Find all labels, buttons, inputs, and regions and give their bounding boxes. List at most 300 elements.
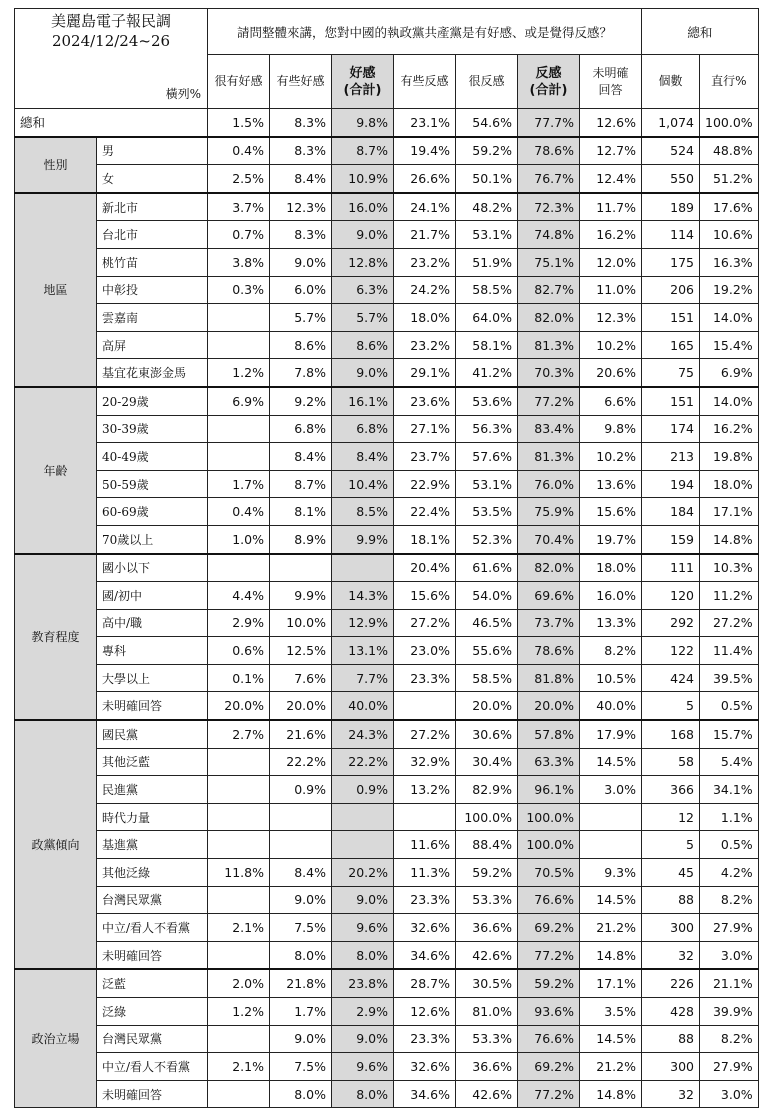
table-cell: 4.4%: [208, 582, 270, 610]
column-header: 直行%: [700, 55, 759, 109]
table-cell: 23.2%: [394, 331, 456, 359]
table-cell: 88: [642, 1025, 700, 1053]
table-row: [15, 914, 759, 942]
table-cell: 34.6%: [394, 941, 456, 969]
table-cell: 1.0%: [208, 525, 270, 553]
table-cell: 14.5%: [580, 1025, 642, 1053]
table-cell: 70.5%: [518, 859, 580, 887]
table-cell: 78.6%: [518, 137, 580, 165]
table-cell: 6.9%: [700, 359, 759, 387]
table-cell: 82.0%: [518, 304, 580, 332]
row-label: 國民黨: [97, 720, 208, 748]
table-cell: 300: [642, 914, 700, 942]
table-cell: 11.0%: [580, 276, 642, 304]
table-cell: 9.8%: [580, 415, 642, 443]
table-cell: 48.8%: [700, 137, 759, 165]
table-cell: 24.2%: [394, 276, 456, 304]
row-label: 30-39歲: [97, 415, 208, 443]
table-cell: 32.9%: [394, 748, 456, 776]
table-cell: 57.8%: [518, 720, 580, 748]
table-cell: 2.1%: [208, 1053, 270, 1081]
table-cell: 1.7%: [270, 998, 332, 1026]
row-label: 70歲以上: [97, 525, 208, 553]
table-cell: 48.2%: [456, 193, 518, 221]
table-cell: 3.0%: [700, 941, 759, 969]
table-cell: 20.0%: [208, 692, 270, 720]
table-cell: 2.0%: [208, 969, 270, 997]
table-cell: 15.6%: [580, 498, 642, 526]
table-cell: 53.5%: [456, 498, 518, 526]
table-cell: 20.0%: [518, 692, 580, 720]
table-cell: 76.0%: [518, 470, 580, 498]
table-cell: 59.2%: [456, 859, 518, 887]
table-cell: 24.1%: [394, 193, 456, 221]
table-cell: 20.0%: [270, 692, 332, 720]
table-cell: 300: [642, 1053, 700, 1081]
table-row: [15, 637, 759, 665]
table-cell: 6.3%: [332, 276, 394, 304]
table-cell: 7.8%: [270, 359, 332, 387]
table-cell: [332, 554, 394, 582]
table-cell: 2.1%: [208, 914, 270, 942]
table-cell: 5: [642, 831, 700, 859]
table-cell: 51.2%: [700, 165, 759, 193]
table-cell: 159: [642, 525, 700, 553]
table-cell: 76.7%: [518, 165, 580, 193]
table-cell: 56.3%: [456, 415, 518, 443]
row-label: 40-49歲: [97, 443, 208, 471]
table-cell: 114: [642, 221, 700, 249]
table-cell: [270, 803, 332, 831]
table-cell: 20.6%: [580, 359, 642, 387]
table-cell: 19.8%: [700, 443, 759, 471]
table-cell: 8.5%: [332, 498, 394, 526]
table-row: [15, 498, 759, 526]
table-cell: 10.3%: [700, 554, 759, 582]
table-cell: [208, 803, 270, 831]
table-cell: 23.3%: [394, 1025, 456, 1053]
table-cell: 8.4%: [332, 443, 394, 471]
table-cell: 22.9%: [394, 470, 456, 498]
total-group-header: 總和: [642, 9, 759, 55]
table-row: [15, 137, 759, 165]
table-cell: 18.1%: [394, 525, 456, 553]
table-cell: 36.6%: [456, 1053, 518, 1081]
table-cell: [394, 803, 456, 831]
table-cell: 14.3%: [332, 582, 394, 610]
table-cell: [208, 331, 270, 359]
table-cell: 2.5%: [208, 165, 270, 193]
table-cell: [208, 443, 270, 471]
table-cell: 8.7%: [332, 137, 394, 165]
column-header: 反感 (合計): [518, 55, 580, 109]
table-cell: 23.3%: [394, 886, 456, 914]
total-row-label: 總和: [15, 109, 208, 137]
table-row: [15, 304, 759, 332]
row-label: 專科: [97, 637, 208, 665]
table-cell: 34.6%: [394, 1080, 456, 1108]
table-cell: 9.0%: [270, 1025, 332, 1053]
table-row: [15, 193, 759, 221]
table-cell: [208, 415, 270, 443]
table-cell: [208, 304, 270, 332]
table-cell: [208, 831, 270, 859]
table-cell: [332, 831, 394, 859]
row-label: 桃竹苗: [97, 248, 208, 276]
table-cell: 23.2%: [394, 248, 456, 276]
table-cell: 88.4%: [456, 831, 518, 859]
table-row: [15, 331, 759, 359]
column-header: 有些好感: [270, 55, 332, 109]
row-label: 大學以上: [97, 664, 208, 692]
table-cell: 100.0%: [700, 109, 759, 137]
question-header: 請問整體來講，您對中國的執政黨共產黨是有好感、或是覺得反感？: [208, 9, 642, 55]
row-label: 國/初中: [97, 582, 208, 610]
table-cell: 16.3%: [700, 248, 759, 276]
table-cell: 11.7%: [580, 193, 642, 221]
table-cell: [208, 1080, 270, 1108]
table-cell: [332, 803, 394, 831]
table-cell: 15.6%: [394, 582, 456, 610]
row-label: 中彰投: [97, 276, 208, 304]
table-row: [15, 443, 759, 471]
table-cell: 7.5%: [270, 1053, 332, 1081]
table-cell: 10.6%: [700, 221, 759, 249]
table-cell: 206: [642, 276, 700, 304]
row-label: 未明確回答: [97, 1080, 208, 1108]
table-cell: 45: [642, 859, 700, 887]
table-cell: 75: [642, 359, 700, 387]
crosstab-table: [14, 8, 759, 1108]
table-cell: 18.0%: [700, 470, 759, 498]
table-cell: 17.1%: [700, 498, 759, 526]
row-label: 泛綠: [97, 998, 208, 1026]
row-label: 台灣民眾黨: [97, 886, 208, 914]
table-cell: 1.7%: [208, 470, 270, 498]
table-cell: 9.0%: [332, 886, 394, 914]
table-cell: [208, 748, 270, 776]
table-cell: 111: [642, 554, 700, 582]
table-cell: 52.3%: [456, 525, 518, 553]
table-cell: 10.0%: [270, 609, 332, 637]
table-cell: 77.7%: [518, 109, 580, 137]
table-cell: 21.2%: [580, 914, 642, 942]
table-row: [15, 248, 759, 276]
table-cell: 0.5%: [700, 692, 759, 720]
table-cell: 8.4%: [270, 859, 332, 887]
table-cell: 12.5%: [270, 637, 332, 665]
table-cell: 100.0%: [456, 803, 518, 831]
table-row: [15, 859, 759, 887]
table-cell: 7.6%: [270, 664, 332, 692]
table-cell: 8.3%: [270, 221, 332, 249]
table-cell: 9.6%: [332, 914, 394, 942]
row-label: 中立/看人不看黨: [97, 1053, 208, 1081]
table-cell: 77.2%: [518, 387, 580, 415]
table-cell: 12.6%: [394, 998, 456, 1026]
column-header: 有些反感: [394, 55, 456, 109]
row-label: 中立/看人不看黨: [97, 914, 208, 942]
table-cell: 0.7%: [208, 221, 270, 249]
table-cell: 0.1%: [208, 664, 270, 692]
table-cell: 36.6%: [456, 914, 518, 942]
table-cell: 19.7%: [580, 525, 642, 553]
row-label: 時代力量: [97, 803, 208, 831]
table-cell: 75.9%: [518, 498, 580, 526]
table-cell: 57.6%: [456, 443, 518, 471]
table-cell: 21.2%: [580, 1053, 642, 1081]
table-cell: 76.6%: [518, 1025, 580, 1053]
table-cell: 20.4%: [394, 554, 456, 582]
table-cell: 81.8%: [518, 664, 580, 692]
table-cell: [394, 692, 456, 720]
table-cell: 77.2%: [518, 1080, 580, 1108]
table-row: [15, 664, 759, 692]
table-cell: 23.7%: [394, 443, 456, 471]
table-cell: 46.5%: [456, 609, 518, 637]
table-cell: 14.8%: [700, 525, 759, 553]
table-cell: 0.3%: [208, 276, 270, 304]
table-cell: 61.6%: [456, 554, 518, 582]
table-cell: [208, 886, 270, 914]
table-cell: 81.0%: [456, 998, 518, 1026]
table-cell: 10.2%: [580, 331, 642, 359]
table-row: [15, 221, 759, 249]
table-cell: 4.2%: [700, 859, 759, 887]
table-row: [15, 831, 759, 859]
table-row: [15, 748, 759, 776]
table-cell: 17.6%: [700, 193, 759, 221]
table-cell: 0.9%: [270, 776, 332, 804]
table-cell: 14.8%: [580, 941, 642, 969]
table-cell: 0.4%: [208, 498, 270, 526]
table-cell: 93.6%: [518, 998, 580, 1026]
table-cell: 18.0%: [394, 304, 456, 332]
table-cell: 81.3%: [518, 443, 580, 471]
table-cell: 27.9%: [700, 914, 759, 942]
table-title-cell: [15, 9, 208, 109]
table-row: [15, 415, 759, 443]
table-cell: 20.2%: [332, 859, 394, 887]
table-cell: 366: [642, 776, 700, 804]
row-label: 台北市: [97, 221, 208, 249]
table-cell: 11.3%: [394, 859, 456, 887]
table-cell: 424: [642, 664, 700, 692]
table-row: [15, 525, 759, 553]
row-label: 50-59歲: [97, 470, 208, 498]
table-cell: 40.0%: [580, 692, 642, 720]
table-cell: 165: [642, 331, 700, 359]
table-cell: 1.5%: [208, 109, 270, 137]
table-cell: 1.2%: [208, 998, 270, 1026]
table-cell: 8.2%: [580, 637, 642, 665]
table-cell: 10.2%: [580, 443, 642, 471]
table-body: [15, 109, 759, 1108]
table-cell: 12.0%: [580, 248, 642, 276]
table-cell: 10.4%: [332, 470, 394, 498]
table-cell: 12.6%: [580, 109, 642, 137]
table-cell: 19.4%: [394, 137, 456, 165]
table-cell: 16.0%: [332, 193, 394, 221]
table-cell: 83.4%: [518, 415, 580, 443]
table-cell: 40.0%: [332, 692, 394, 720]
table-cell: 41.2%: [456, 359, 518, 387]
table-cell: 96.1%: [518, 776, 580, 804]
table-cell: 9.0%: [332, 221, 394, 249]
row-label: 20-29歲: [97, 387, 208, 415]
table-cell: 15.4%: [700, 331, 759, 359]
table-cell: 2.9%: [208, 609, 270, 637]
table-cell: 22.2%: [332, 748, 394, 776]
table-cell: 69.2%: [518, 914, 580, 942]
table-row: [15, 720, 759, 748]
table-cell: 32: [642, 1080, 700, 1108]
table-cell: 64.0%: [456, 304, 518, 332]
row-label: 女: [97, 165, 208, 193]
table-cell: 10.5%: [580, 664, 642, 692]
table-cell: 22.2%: [270, 748, 332, 776]
table-row: [15, 1025, 759, 1053]
column-header: 個數: [642, 55, 700, 109]
table-cell: 58.5%: [456, 664, 518, 692]
category-label: 教育程度: [15, 554, 97, 721]
table-cell: [270, 554, 332, 582]
table-cell: 8.6%: [332, 331, 394, 359]
table-cell: 53.3%: [456, 1025, 518, 1053]
table-cell: 11.2%: [700, 582, 759, 610]
row-label: 未明確回答: [97, 941, 208, 969]
row-label: 其他泛綠: [97, 859, 208, 887]
table-cell: 194: [642, 470, 700, 498]
table-cell: 24.3%: [332, 720, 394, 748]
table-cell: 53.6%: [456, 387, 518, 415]
table-row: [15, 387, 759, 415]
row-label: 泛藍: [97, 969, 208, 997]
table-cell: 16.2%: [700, 415, 759, 443]
table-cell: 8.3%: [270, 137, 332, 165]
table-cell: 151: [642, 304, 700, 332]
row-pct-label: 橫列%: [165, 87, 201, 101]
table-cell: 82.7%: [518, 276, 580, 304]
table-cell: 8.4%: [270, 165, 332, 193]
column-header: 好感 (合計): [332, 55, 394, 109]
table-row: [15, 998, 759, 1026]
column-header: 很反感: [456, 55, 518, 109]
table-cell: 39.5%: [700, 664, 759, 692]
table-cell: 5.4%: [700, 748, 759, 776]
table-cell: 3.0%: [580, 776, 642, 804]
table-cell: 226: [642, 969, 700, 997]
table-cell: 73.7%: [518, 609, 580, 637]
table-cell: 174: [642, 415, 700, 443]
row-label: 基進黨: [97, 831, 208, 859]
table-cell: 12.8%: [332, 248, 394, 276]
table-cell: 27.2%: [700, 609, 759, 637]
table-cell: 9.8%: [332, 109, 394, 137]
table-cell: 6.9%: [208, 387, 270, 415]
table-cell: 8.7%: [270, 470, 332, 498]
table-cell: 9.0%: [270, 248, 332, 276]
table-cell: 82.9%: [456, 776, 518, 804]
table-cell: 53.3%: [456, 886, 518, 914]
table-cell: 8.2%: [700, 886, 759, 914]
table-row: [15, 776, 759, 804]
table-cell: 14.5%: [580, 748, 642, 776]
table-cell: 0.4%: [208, 137, 270, 165]
table-row: [15, 359, 759, 387]
table-cell: 27.1%: [394, 415, 456, 443]
table-cell: 8.2%: [700, 1025, 759, 1053]
table-cell: 9.0%: [332, 1025, 394, 1053]
table-cell: 184: [642, 498, 700, 526]
table-cell: [270, 831, 332, 859]
table-cell: 2.7%: [208, 720, 270, 748]
table-cell: 6.6%: [580, 387, 642, 415]
table-cell: 53.1%: [456, 221, 518, 249]
table-cell: 26.6%: [394, 165, 456, 193]
table-cell: 3.7%: [208, 193, 270, 221]
table-row: [15, 941, 759, 969]
table-cell: 13.6%: [580, 470, 642, 498]
table-cell: 54.6%: [456, 109, 518, 137]
table-cell: 77.2%: [518, 941, 580, 969]
table-cell: 16.2%: [580, 221, 642, 249]
table-cell: 72.3%: [518, 193, 580, 221]
row-label: 高中/職: [97, 609, 208, 637]
table-cell: 168: [642, 720, 700, 748]
table-cell: 30.5%: [456, 969, 518, 997]
table-cell: 11.8%: [208, 859, 270, 887]
table-cell: 42.6%: [456, 1080, 518, 1108]
table-cell: [580, 803, 642, 831]
table-cell: 54.0%: [456, 582, 518, 610]
table-cell: 69.6%: [518, 582, 580, 610]
table-row: [15, 609, 759, 637]
table-cell: 27.2%: [394, 720, 456, 748]
table-cell: 30.6%: [456, 720, 518, 748]
table-cell: 6.8%: [332, 415, 394, 443]
table-cell: 21.8%: [270, 969, 332, 997]
table-cell: 50.1%: [456, 165, 518, 193]
table-row: [15, 1053, 759, 1081]
table-cell: [208, 776, 270, 804]
table-cell: 0.9%: [332, 776, 394, 804]
table-cell: 14.0%: [700, 387, 759, 415]
table-cell: 189: [642, 193, 700, 221]
table-cell: 8.0%: [270, 941, 332, 969]
table-cell: [208, 941, 270, 969]
table-cell: 13.3%: [580, 609, 642, 637]
table-cell: 9.0%: [270, 886, 332, 914]
table-cell: 151: [642, 387, 700, 415]
row-label: 民進黨: [97, 776, 208, 804]
table-cell: 27.2%: [394, 609, 456, 637]
table-cell: [208, 554, 270, 582]
table-cell: 9.6%: [332, 1053, 394, 1081]
table-cell: 8.6%: [270, 331, 332, 359]
table-row: [15, 1080, 759, 1108]
table-row: [15, 554, 759, 582]
table-cell: 18.0%: [580, 554, 642, 582]
table-row: [15, 886, 759, 914]
table-cell: 59.2%: [518, 969, 580, 997]
table-cell: 0.6%: [208, 637, 270, 665]
table-cell: 21.7%: [394, 221, 456, 249]
table-row: [15, 692, 759, 720]
table-cell: 70.4%: [518, 525, 580, 553]
table-cell: 13.1%: [332, 637, 394, 665]
table-cell: 428: [642, 998, 700, 1026]
